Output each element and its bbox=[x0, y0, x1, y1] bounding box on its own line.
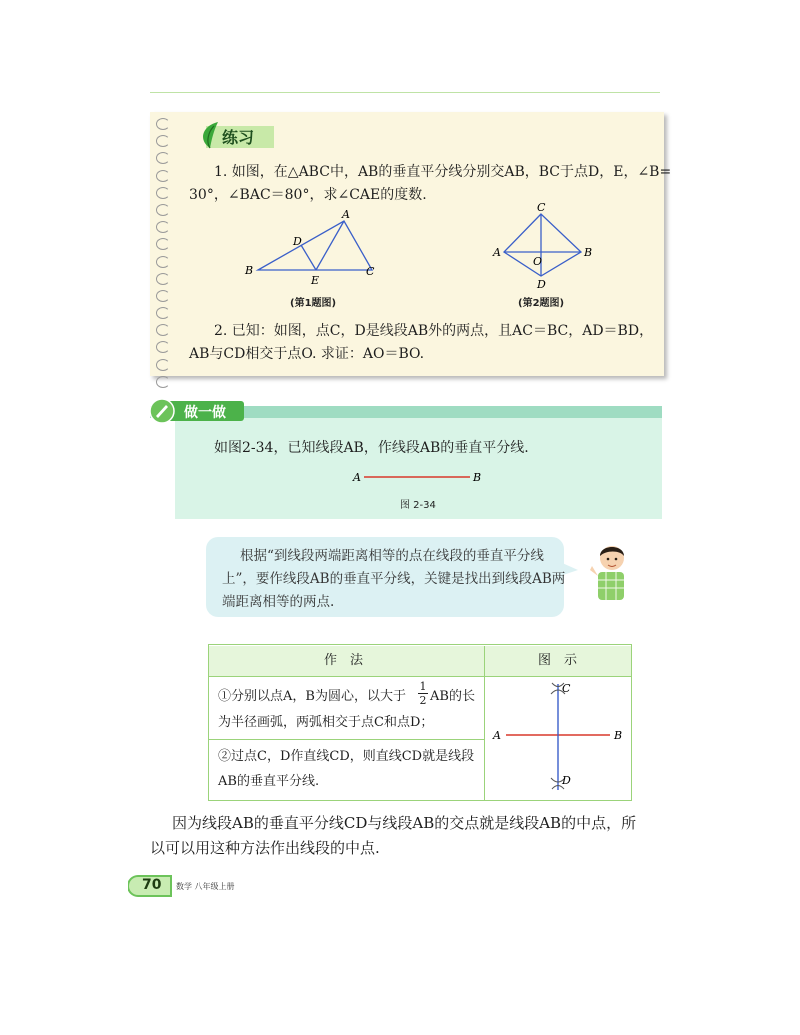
construction-label-c: C bbox=[562, 682, 571, 695]
student-avatar bbox=[586, 540, 634, 602]
figure-2-caption: (第2题图) bbox=[518, 298, 565, 309]
spiral-binding bbox=[156, 118, 176, 368]
step-2-line-2: AB的垂直平分线. bbox=[218, 774, 320, 789]
fig1-label-d: D bbox=[293, 235, 302, 248]
do-it-text: 如图2-34，已知线段AB，作线段AB的垂直平分线. bbox=[214, 440, 529, 456]
fraction-half bbox=[418, 680, 428, 707]
bubble-line-1: 根据“到线段两端距离相等的点在线段的垂直平分线 bbox=[240, 548, 544, 564]
book-title: 数学 八年级上册 bbox=[176, 882, 235, 891]
fig2-label-d: D bbox=[537, 278, 546, 291]
construction-figure bbox=[488, 678, 628, 798]
fig1-label-b: B bbox=[245, 264, 254, 277]
figure-2-34-segment bbox=[350, 466, 490, 488]
question-1-line-1: 1. 如图，在△ABC中，AB的垂直平分线分别交AB，BC于点D，E，∠B= bbox=[214, 164, 672, 180]
fraction-denominator: 2 bbox=[419, 694, 427, 707]
question-2-line-1: 2. 已知：如图，点C，D是线段AB外的两点，且AC＝BC，AD＝BD， bbox=[214, 323, 654, 339]
fig2-label-a: A bbox=[493, 246, 501, 259]
figure-1-caption: (第1题图) bbox=[290, 298, 337, 309]
fig2-label-b: B bbox=[584, 246, 593, 259]
step-1-text-b: AB的长 bbox=[430, 689, 475, 704]
paragraph-line-1: 因为线段AB的垂直平分线CD与线段AB的交点就是线段AB的中点，所 bbox=[172, 814, 637, 832]
step-1-line-2: 为半径画弧，两弧相交于点C和点D； bbox=[218, 715, 434, 730]
fig2-label-o: O bbox=[533, 255, 543, 268]
fig1-label-a: A bbox=[342, 208, 350, 221]
fig1-label-c: C bbox=[366, 265, 375, 278]
practice-title: 练习 bbox=[222, 128, 255, 147]
paragraph-line-2: 以可以用这种方法作出线段的中点. bbox=[150, 839, 380, 857]
fig2-label-c: C bbox=[537, 201, 546, 214]
step-1-text-a: ①分别以点A，B为圆心，以大于 bbox=[218, 689, 406, 704]
question-2-line-2: AB与CD相交于点O. 求证：AO＝BO. bbox=[189, 346, 425, 362]
table-header-method: 作 法 bbox=[324, 653, 364, 668]
figure-1-triangle bbox=[240, 205, 385, 290]
table-header-figure: 图 示 bbox=[538, 653, 578, 668]
fig1-label-e: E bbox=[311, 274, 320, 287]
step-2-line-1: ②过点C，D作直线CD，则直线CD就是线段 bbox=[218, 749, 475, 764]
construction-label-d: D bbox=[562, 774, 571, 787]
figure-2-34-caption: 图 2-34 bbox=[400, 500, 436, 511]
segment-label-a: A bbox=[353, 471, 361, 484]
fraction-numerator: 1 bbox=[419, 680, 427, 693]
figure-2-kite bbox=[488, 200, 598, 292]
bubble-line-3: 端距离相等的两点. bbox=[222, 594, 335, 610]
question-1-line-2: 30°，∠BAC＝80°，求∠CAE的度数. bbox=[189, 187, 427, 203]
construction-label-b: B bbox=[614, 729, 623, 742]
segment-label-b: B bbox=[473, 471, 482, 484]
header-rule bbox=[150, 92, 660, 93]
construction-label-a: A bbox=[493, 729, 501, 742]
bubble-line-2: 上”，要作线段AB的垂直平分线，关键是找出到线段AB两 bbox=[222, 571, 566, 587]
page-number: 70 bbox=[142, 877, 162, 893]
do-it-title: 做一做 bbox=[184, 405, 226, 421]
